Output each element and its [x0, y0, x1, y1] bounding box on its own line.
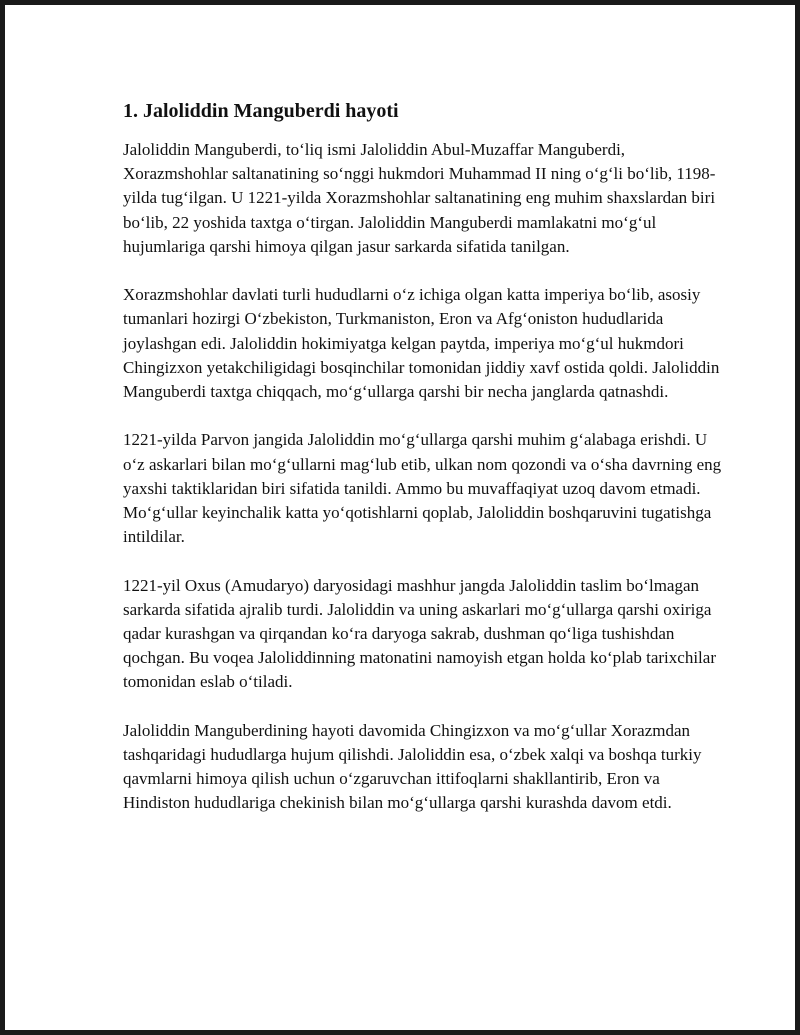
paragraph-5: Jaloliddin Manguberdining hayoti davomida Chingizxon va mo‘g‘ullar Xorazmdan tashqaridagi hududlarga hujum qilishdi. Jaloliddin esa, o‘zbek xalqi va boshqa turkiy qavmlarni himoya qilish uchun o‘zgaruvchan ittifoqlarni shakllantirib, Eron va Hindiston hududlariga chekinish bilan mo‘g‘ullarga qarshi kurashda davom etdi.: [123, 720, 702, 813]
document-body: [123, 97, 723, 816]
section-heading: 1. Jaloliddin Manguberdi hayoti: [123, 100, 399, 122]
paragraph-3: 1221-yilda Parvon jangida Jaloliddin mo‘g‘ullarga qarshi muhim g‘alabaga erishdi. U o‘z askarlari bilan mo‘g‘ullarni mag‘lub etib, ulkan nom qozondi va o‘sha davrning eng yaxshi taktiklaridan biri sifatida tanildi. Ammo bu muvaffaqiyat uzoq davom etmadi. Mo‘g‘ullar keyinchalik katta yo‘qotishlarni qoplab, Jaloliddin boshqaruvini tugatishga intildilar.: [123, 430, 722, 547]
paragraph-2: Xorazmshohlar davlati turli hududlarni o‘z ichiga olgan katta imperiya bo‘lib, asosiy tumanlari hozirgi O‘zbekiston, Turkmaniston, Eron va Afg‘oniston hududlarida joylashgan edi. Jaloliddin hokimiyatga kelgan paytda, imperiya mo‘g‘ul hukmdori Chingizxon yetakchiligidagi bosqinchilar tomonidan jiddiy xavf ostida qoldi. Jaloliddin Manguberdi taxtga chiqqach, mo‘g‘ullarga qarshi bir necha janglarda qatnashdi.: [123, 285, 720, 402]
paragraph-4: 1221-yil Oxus (Amudaryo) daryosidagi mashhur jangda Jaloliddin taslim bo‘lmagan sarkarda sifatida ajralib turdi. Jaloliddin va uning askarlari mo‘g‘ullarga qarshi oxiriga qadar kurashgan va qirqandan ko‘ra daryoga sakrab, dushman qo‘liga tushishdan qochgan. Bu voqea Jaloliddinning matonatini namoyish etgan holda ko‘plab tarixchilar tomonidan eslab o‘tiladi.: [123, 575, 716, 692]
paragraph-1: Jaloliddin Manguberdi, to‘liq ismi Jaloliddin Abul-Muzaffar Manguberdi, Xorazmshohlar saltanatining so‘nggi hukmdori Muhammad II ning o‘g‘li bo‘lib, 1198-yilda tug‘ilgan. U 1221-yilda Xorazmshohlar saltanatining eng muhim shaxslardan biri bo‘lib, 22 yoshida taxtga o‘tirgan. Jaloliddin Manguberdi mamlakatni mo‘g‘ul hujumlariga qarshi himoya qilgan jasur sarkarda sifatida tanilgan.: [123, 140, 716, 256]
